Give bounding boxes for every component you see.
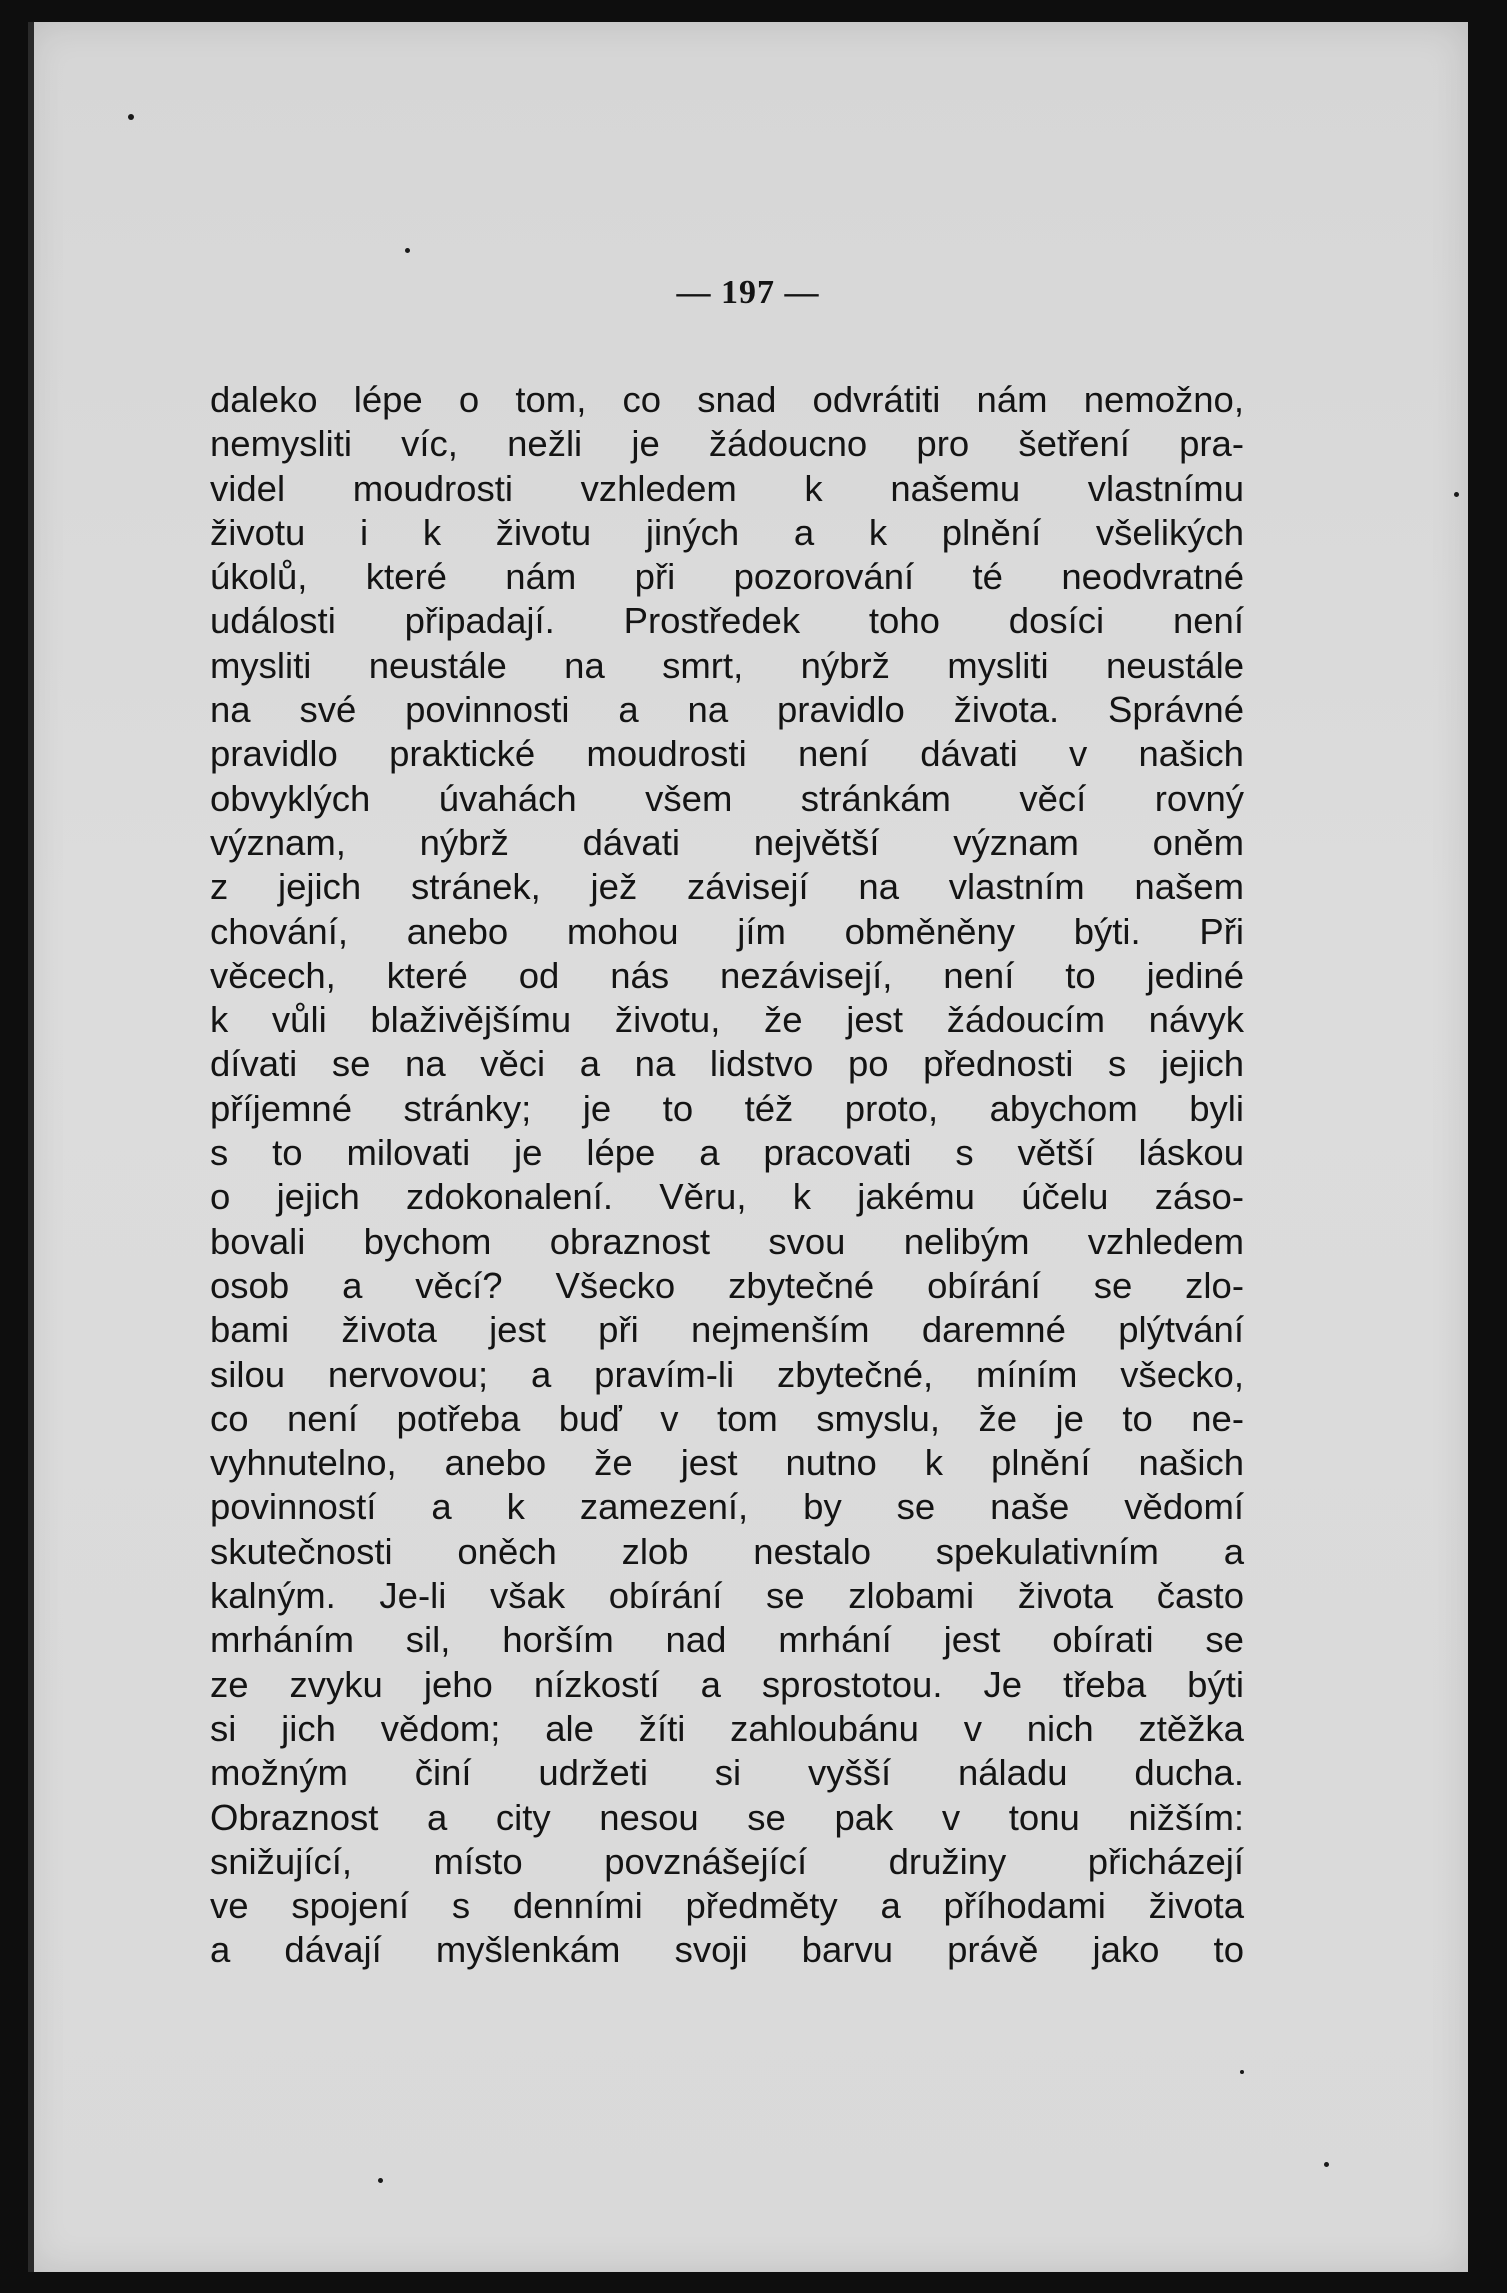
text-line: mysliti neustále na smrt, nýbrž mysliti neustále	[210, 644, 1244, 686]
text-line: daleko lépe o tom, co snad odvrátiti nám nemožno,	[210, 379, 1244, 420]
text-line: dívati se na věci a na lidstvo po přednosti s jejich	[210, 1043, 1244, 1085]
text-line: si jich vědom; ale žíti zahloubánu v nich ztěžka	[210, 1707, 1244, 1749]
text-line: osob a věcí? Všecko zbytečné obírání se zlo-	[210, 1264, 1244, 1306]
text-line: mrháním sil, horším nad mrhání jest obírati se	[210, 1619, 1244, 1661]
text-line: věcech, které od nás nezávisejí, není to jediné	[210, 954, 1244, 996]
text-line: obvyklých úvahách všem stránkám věcí rovný	[210, 777, 1244, 819]
text-line: pravidlo praktické moudrosti není dávati v našich	[210, 733, 1244, 775]
text-line: bami života jest při nejmenším daremné plýtvání	[210, 1309, 1244, 1351]
text-line: životu i k životu jiných a k plnění všelikých	[210, 511, 1244, 553]
text-line: nemysliti víc, nežli je žádoucno pro šetření pra-	[210, 423, 1244, 465]
text-line: z jejich stránek, jež závisejí na vlastním našem	[210, 866, 1244, 908]
page-left-edge	[28, 22, 34, 2272]
dust-speck	[1324, 2162, 1329, 2167]
text-line: události připadají. Prostředek toho dosíci není	[210, 600, 1244, 642]
text-line: videl moudrosti vzhledem k našemu vlastnímu	[210, 467, 1244, 509]
text-line: povinností a k zamezení, by se naše vědomí	[210, 1486, 1244, 1528]
text-line: k vůli blaživějšímu životu, že jest žádoucím návyk	[210, 999, 1244, 1041]
text-line: s to milovati je lépe a pracovati s větší láskou	[210, 1132, 1244, 1174]
text-line: co není potřeba buď v tom smyslu, že je to ne-	[210, 1397, 1244, 1439]
book-page	[28, 22, 1468, 2272]
text-line: kalným. Je-li však obírání se zlobami života často	[210, 1575, 1244, 1617]
text-line: význam, nýbrž dávati největší význam oněm	[210, 821, 1244, 863]
text-line: snižující, místo povznášející družiny přicházejí	[210, 1840, 1244, 1882]
dust-speck	[128, 114, 134, 120]
text-line: možným činí udržeti si vyšší náladu ducha.	[210, 1752, 1244, 1794]
dust-speck	[378, 2178, 383, 2183]
text-line: úkolů, které nám při pozorování té neodvratné	[210, 556, 1244, 598]
text-line: na své povinnosti a na pravidlo života. Správné	[210, 689, 1244, 731]
text-line: silou nervovou; a pravím-li zbytečné, míním všecko,	[210, 1353, 1244, 1395]
dust-speck	[405, 248, 410, 253]
dust-speck	[1240, 2070, 1244, 2074]
text-line: ve spojení s denními předměty a příhodami života	[210, 1885, 1244, 1927]
body-text	[210, 378, 1244, 1973]
text-line: a dávají myšlenkám svoji barvu právě jako to	[210, 1929, 1244, 1971]
text-line: ze zvyku jeho nízkostí a sprostotou. Je třeba býti	[210, 1663, 1244, 1705]
text-line: Obraznost a city nesou se pak v tonu nižším:	[210, 1796, 1244, 1838]
text-line: o jejich zdokonalení. Věru, k jakému účelu záso-	[210, 1176, 1244, 1218]
text-line: příjemné stránky; je to též proto, abychom byli	[210, 1087, 1244, 1129]
text-line: chování, anebo mohou jím obměněny býti. Při	[210, 910, 1244, 952]
dust-speck	[1454, 492, 1459, 497]
text-line: skutečnosti oněch zlob nestalo spekulativním a	[210, 1530, 1244, 1572]
text-line: bovali bychom obraznost svou nelibým vzhledem	[210, 1220, 1244, 1262]
page-number: — 197 —	[676, 274, 820, 311]
text-line: vyhnutelno, anebo že jest nutno k plnění našich	[210, 1442, 1244, 1484]
